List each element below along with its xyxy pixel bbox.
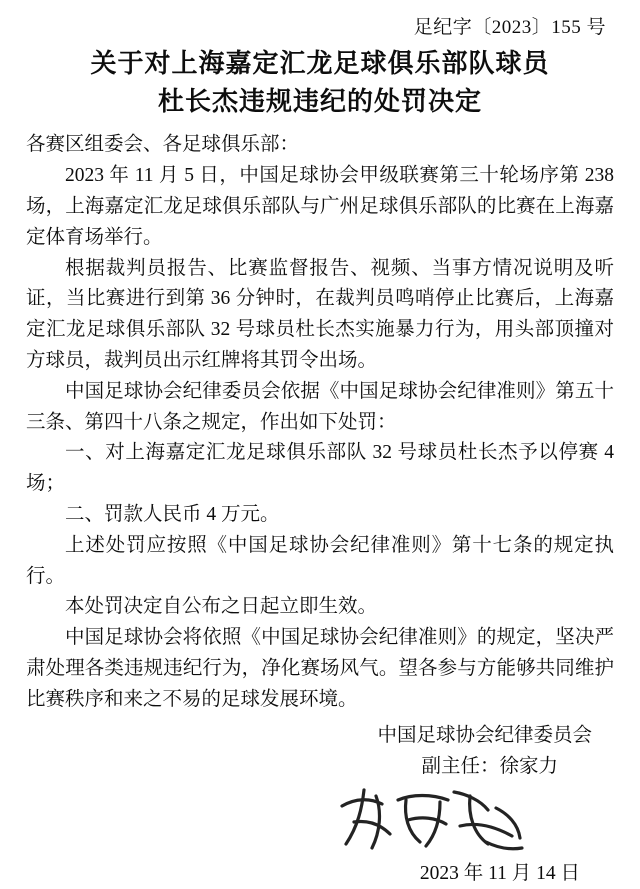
- document-title: [26, 45, 614, 120]
- paragraph-4: 上述处罚应按照《中国足球协会纪律准则》第十七条的规定执行。: [26, 534, 614, 587]
- document-number: 足纪字〔2023〕155 号: [413, 17, 606, 38]
- handwritten-signature: [26, 782, 614, 856]
- salutation: 各赛区组委会、各足球俱乐部：: [26, 134, 300, 156]
- paragraph-penalty-2: 二、罚款人民币 4 万元。: [65, 503, 280, 525]
- paragraph-penalty-1: 一、对上海嘉定汇龙足球俱乐部队 32 号球员杜长杰予以停赛 4 场；: [26, 442, 614, 495]
- paragraph-2: 根据裁判员报告、比赛监督报告、视频、当事方情况说明及听证，当比赛进行到第 36 分钟时，在裁判员鸣哨停止比赛后，上海嘉定汇龙足球俱乐部队 32 号球员杜长杰实施暴力行为，用头部顶撞对方球员，裁判员出示红牌将其罚令出场。: [26, 257, 614, 371]
- signature-date: 2023 年 11 月 14 日: [419, 862, 580, 884]
- title-line-1: 关于对上海嘉定汇龙足球俱乐部队球员: [90, 49, 550, 78]
- paragraph-5: 本处罚决定自公布之日起立即生效。: [65, 596, 378, 618]
- paragraph-6: 中国足球协会将依照《中国足球协会纪律准则》的规定，坚决严肃处理各类违规违纪行为，净化赛场风气。望各参与方能够共同维护比赛秩序和来之不易的足球发展环境。: [26, 627, 614, 710]
- signature-block: [26, 720, 614, 889]
- paragraph-1: 2023 年 11 月 5 日，中国足球协会甲级联赛第三十轮场序第 238 场，上海嘉定汇龙足球俱乐部队与广州足球俱乐部队的比赛在上海嘉定体育场举行。: [26, 165, 614, 248]
- signature-icon: [336, 782, 526, 856]
- paragraph-3: 中国足球协会纪律委员会依据《中国足球协会纪律准则》第五十三条、第四十八条之规定，作出如下处罚：: [26, 380, 614, 433]
- signature-organization: 中国足球协会纪律委员会: [377, 724, 592, 746]
- signature-person: 副主任：徐家力: [421, 755, 558, 777]
- title-line-2: 杜长杰违规违纪的处罚决定: [157, 86, 482, 116]
